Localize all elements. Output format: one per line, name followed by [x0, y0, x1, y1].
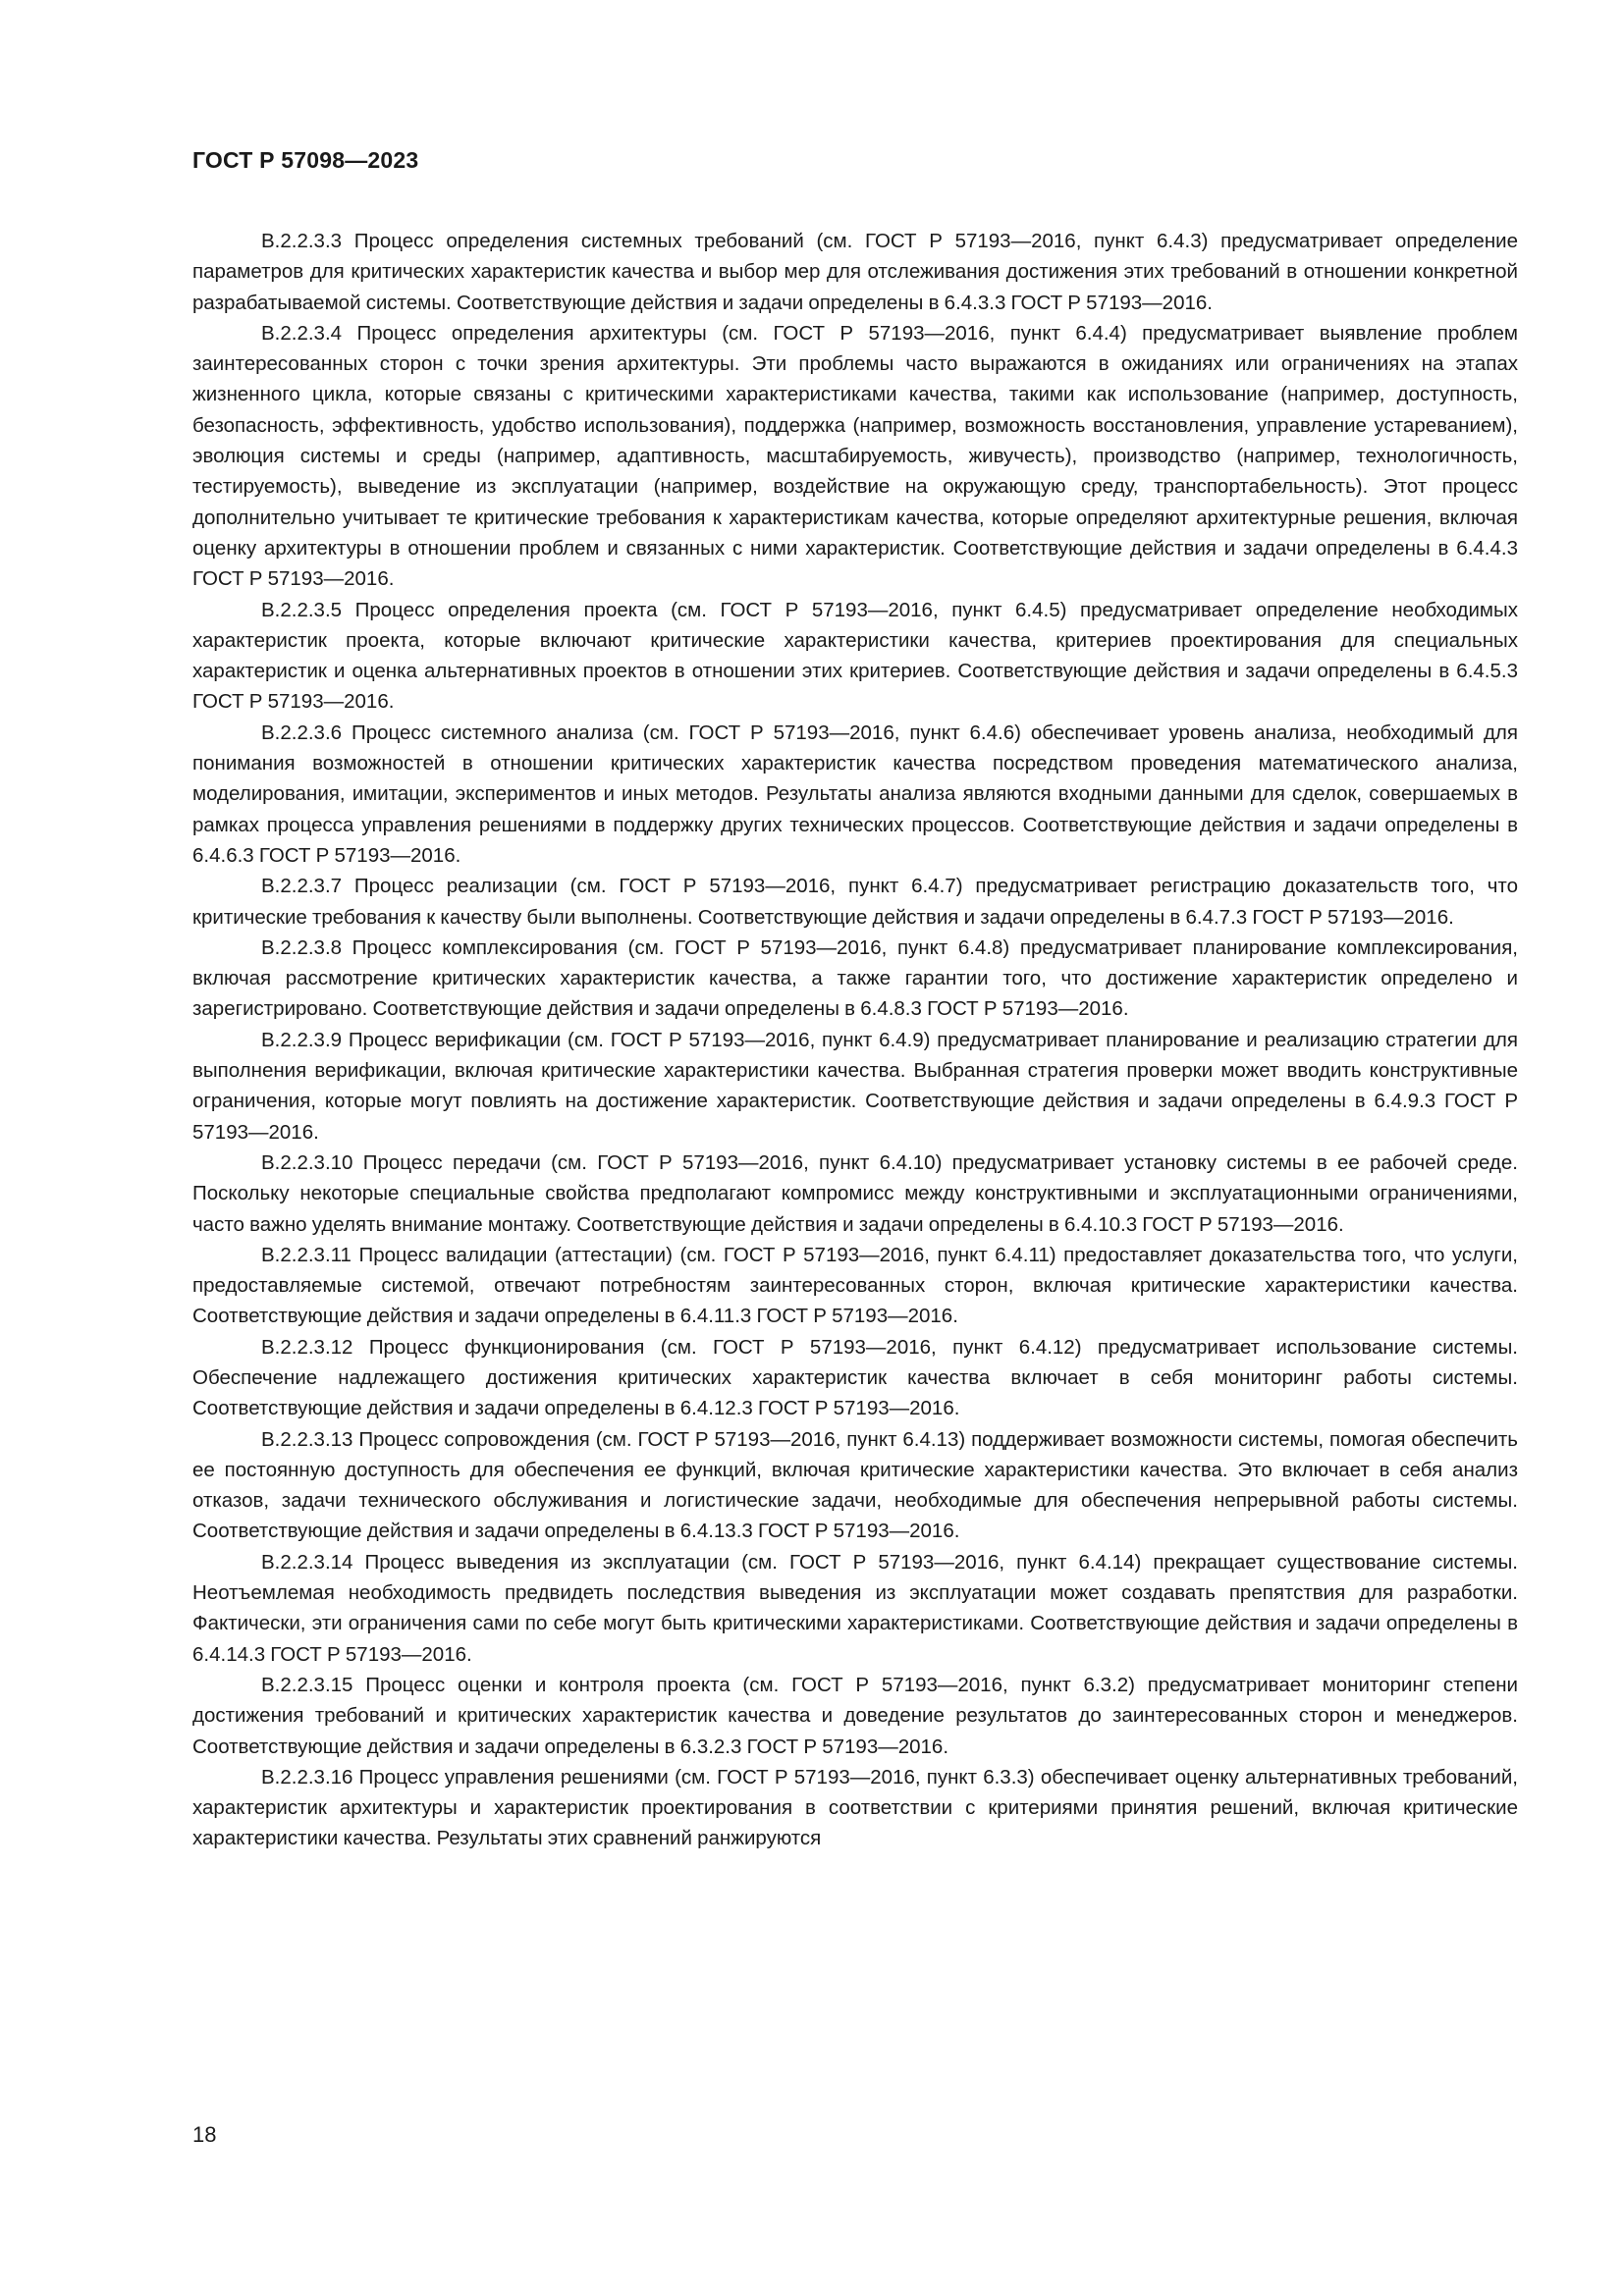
- paragraph-b-2-2-3-10: В.2.2.3.10 Процесс передачи (см. ГОСТ Р 57193—2016, пункт 6.4.10) предусматривает установку системы в ее рабочей среде. Поскольку некоторые специальные свойства предполагают компромисс между конструктивными и эксплуатационными ограничениями, часто важно уделять внимание монтажу. Соответствующие действия и задачи определены в 6.4.10.3 ГОСТ Р 57193—2016.: [192, 1150, 1518, 1236]
- paragraph-b-2-2-3-13: В.2.2.3.13 Процесс сопровождения (см. ГОСТ Р 57193—2016, пункт 6.4.13) поддерживает возможности системы, помогая обеспечить ее постоянную доступность для обеспечения ее функций, включая критические характеристики качества. Это включает в себя анализ отказов, задачи технического обслуживания и логистические задачи, необходимые для обеспечения непрерывной работы системы. Соответствующие действия и задачи определены в 6.4.13.3 ГОСТ Р 57193—2016.: [192, 1427, 1518, 1543]
- page-number: 18: [192, 2122, 217, 2147]
- document-header: ГОСТ Р 57098—2023: [192, 147, 419, 173]
- paragraph-b-2-2-3-4: В.2.2.3.4 Процесс определения архитектуры (см. ГОСТ Р 57193—2016, пункт 6.4.4) предусматривает выявление проблем заинтересованных сторон с точки зрения архитектуры. Эти проблемы часто выражаются в ожиданиях или ограничениях на этапах жизненного цикла, которые связаны с критическими характеристиками качества, такими как использование (например, доступность, безопасность, эффективность, удобство использования), поддержка (например, возможность восстановления, управление устареванием), эволюция системы и среды (например, адаптивность, масштабируемость, живучесть), производство (например, технологичность, тестируемость), выведение из эксплуатации (например, воздействие на окружающую среду, транспортабельность). Этот процесс дополнительно учитывает те критические требования к характеристикам качества, которые определяют архитектурные решения, включая оценку архитектуры в отношении проблем и связанных с ними характеристик. Соответствующие действия и задачи определены в 6.4.4.3 ГОСТ Р 57193—2016.: [192, 321, 1518, 591]
- paragraph-b-2-2-3-8: В.2.2.3.8 Процесс комплексирования (см. ГОСТ Р 57193—2016, пункт 6.4.8) предусматривает планирование комплексирования, включая рассмотрение критических характеристик качества, а также гарантии того, что достижение характеристик определено и зарегистрировано. Соответствующие действия и задачи определены в 6.4.8.3 ГОСТ Р 57193—2016.: [192, 935, 1518, 1021]
- paragraph-b-2-2-3-14: В.2.2.3.14 Процесс выведения из эксплуатации (см. ГОСТ Р 57193—2016, пункт 6.4.14) прекращает существование системы. Неотъемлемая необходимость предвидеть последствия выведения из эксплуатации может создавать препятствия для разработки. Фактически, эти ограничения сами по себе могут быть критическими характеристиками. Соответствующие действия и задачи определены в 6.4.14.3 ГОСТ Р 57193—2016.: [192, 1550, 1518, 1666]
- paragraph-b-2-2-3-12: В.2.2.3.12 Процесс функционирования (см. ГОСТ Р 57193—2016, пункт 6.4.12) предусматривает использование системы. Обеспечение надлежащего достижения критических характеристик качества включает в себя мониторинг работы системы. Соответствующие действия и задачи определены в 6.4.12.3 ГОСТ Р 57193—2016.: [192, 1335, 1518, 1420]
- paragraph-b-2-2-3-6: В.2.2.3.6 Процесс системного анализа (см. ГОСТ Р 57193—2016, пункт 6.4.6) обеспечивает уровень анализа, необходимый для понимания возможностей в отношении критических характеристик качества посредством проведения математического анализа, моделирования, имитации, экспериментов и иных методов. Результаты анализа являются входными данными для сделок, совершаемых в рамках процесса управления решениями в поддержку других технических процессов. Соответствующие действия и задачи определены в 6.4.6.3 ГОСТ Р 57193—2016.: [192, 721, 1518, 867]
- paragraph-b-2-2-3-15: В.2.2.3.15 Процесс оценки и контроля проекта (см. ГОСТ Р 57193—2016, пункт 6.3.2) предусматривает мониторинг степени достижения требований и критических характеристик качества и доведение результатов до заинтересованных сторон и менеджеров. Соответствующие действия и задачи определены в 6.3.2.3 ГОСТ Р 57193—2016.: [192, 1673, 1518, 1758]
- paragraph-b-2-2-3-16: В.2.2.3.16 Процесс управления решениями (см. ГОСТ Р 57193—2016, пункт 6.3.3) обеспечивает оценку альтернативных требований, характеристик архитектуры и характеристик проектирования в соответствии с критериями принятия решений, включая критические характеристики качества. Результаты этих сравнений ранжируются: [192, 1765, 1518, 1850]
- paragraph-b-2-2-3-3: В.2.2.3.3 Процесс определения системных требований (см. ГОСТ Р 57193—2016, пункт 6.4.3) предусматривает определение параметров для критических характеристик качества и выбор мер для отслеживания достижения этих требований в отношении конкретной разрабатываемой системы. Соответствующие действия и задачи определены в 6.4.3.3 ГОСТ Р 57193—2016.: [192, 230, 1518, 314]
- document-body: [192, 226, 1518, 1854]
- paragraph-b-2-2-3-9: В.2.2.3.9 Процесс верификации (см. ГОСТ Р 57193—2016, пункт 6.4.9) предусматривает планирование и реализацию стратегии для выполнения верификации, включая критические характеристики качества. Выбранная стратегия проверки может вводить конструктивные ограничения, которые могут повлиять на достижение характеристик. Соответствующие действия и задачи определены в 6.4.9.3 ГОСТ Р 57193—2016.: [192, 1028, 1518, 1144]
- paragraph-b-2-2-3-7: В.2.2.3.7 Процесс реализации (см. ГОСТ Р 57193—2016, пункт 6.4.7) предусматривает регистрацию доказательств того, что критические требования к качеству были выполнены. Соответствующие действия и задачи определены в 6.4.7.3 ГОСТ Р 57193—2016.: [192, 875, 1518, 929]
- paragraph-b-2-2-3-11: В.2.2.3.11 Процесс валидации (аттестации) (см. ГОСТ Р 57193—2016, пункт 6.4.11) предоставляет доказательства того, что услуги, предоставляемые системой, отвечают потребностям заинтересованных сторон, включая критические характеристики качества. Соответствующие действия и задачи определены в 6.4.11.3 ГОСТ Р 57193—2016.: [192, 1243, 1518, 1328]
- paragraph-b-2-2-3-5: В.2.2.3.5 Процесс определения проекта (см. ГОСТ Р 57193—2016, пункт 6.4.5) предусматривает определение необходимых характеристик проекта, которые включают критические характеристики качества, критериев проектирования для специальных характеристик и оценка альтернативных проектов в отношении этих критериев. Соответствующие действия и задачи определены в 6.4.5.3 ГОСТ Р 57193—2016.: [192, 598, 1518, 714]
